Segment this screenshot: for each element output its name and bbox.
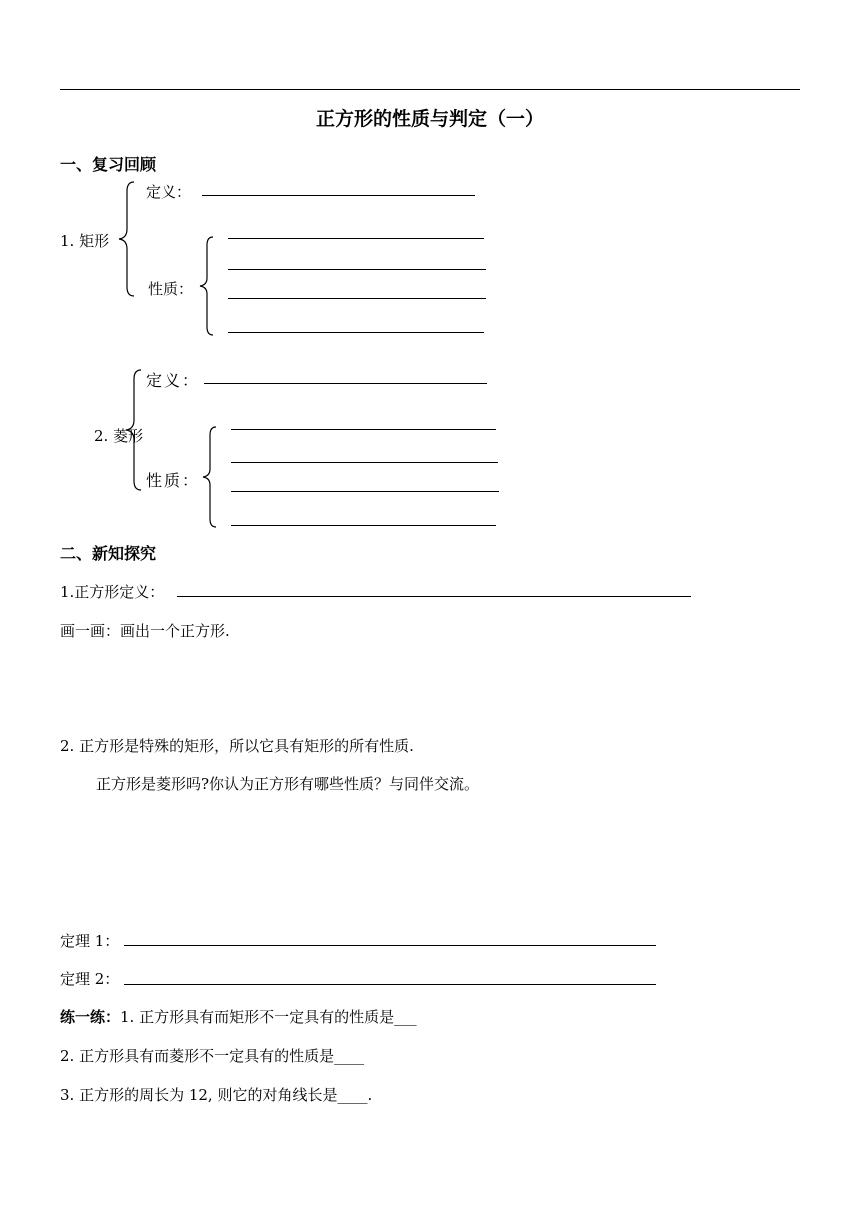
rect-property-blank-2 <box>228 269 486 270</box>
top-rule <box>60 89 800 90</box>
item2-line2: 正方形是菱形吗?你认为正方形有哪些性质？与同伴交流。 <box>96 775 480 793</box>
rect-property-label: 性质： <box>148 280 194 298</box>
rect-label: 1. 矩形 <box>60 232 110 250</box>
rhombus-definition-label: 定义： <box>146 371 201 390</box>
rhombus-label: 2. 菱形 <box>94 427 144 445</box>
rect-outer-brace-icon <box>116 181 136 297</box>
rect-property-blank-4 <box>228 332 484 333</box>
item2-line1: 2. 正方形是特殊的矩形，所以它具有矩形的所有性质. <box>60 737 414 755</box>
theorem1-blank <box>124 945 656 946</box>
page-title: 正方形的性质与判定（一） <box>315 108 544 130</box>
draw-prompt: 画一画：画出一个正方形. <box>60 622 230 640</box>
practice-question-1: 1. 正方形具有而矩形不一定具有的性质是___ <box>120 1008 417 1026</box>
rect-definition-blank <box>202 195 475 196</box>
section-review-heading: 一、复习回顾 <box>60 155 157 174</box>
theorem2-label: 定理 2： <box>60 970 120 988</box>
rect-property-blank-3 <box>228 298 486 299</box>
rect-property-blank-1 <box>228 238 484 239</box>
rhombus-property-blank-3 <box>231 491 499 492</box>
rhombus-property-blank-4 <box>231 525 496 526</box>
rhombus-property-label: 性质： <box>146 471 201 490</box>
practice-label: 练一练： <box>60 1008 121 1026</box>
square-definition-label: 1.正方形定义： <box>60 583 165 601</box>
rhombus-definition-blank <box>204 383 487 384</box>
square-definition-blank <box>177 596 691 597</box>
rhombus-property-blank-1 <box>231 429 496 430</box>
rhombus-property-brace-icon <box>200 426 218 528</box>
practice-question-3: 3. 正方形的周长为 12, 则它的对角线长是____. <box>60 1086 373 1104</box>
theorem1-label: 定理 1： <box>60 932 120 950</box>
section-explore-heading: 二、新知探究 <box>60 544 157 563</box>
practice-question-2: 2. 正方形具有而菱形不一定具有的性质是____ <box>60 1047 365 1065</box>
rhombus-property-blank-2 <box>231 462 498 463</box>
rect-definition-label: 定义： <box>146 183 192 201</box>
rect-property-brace-icon <box>197 236 215 336</box>
theorem2-blank <box>124 984 656 985</box>
practice-line <box>60 1006 417 1027</box>
